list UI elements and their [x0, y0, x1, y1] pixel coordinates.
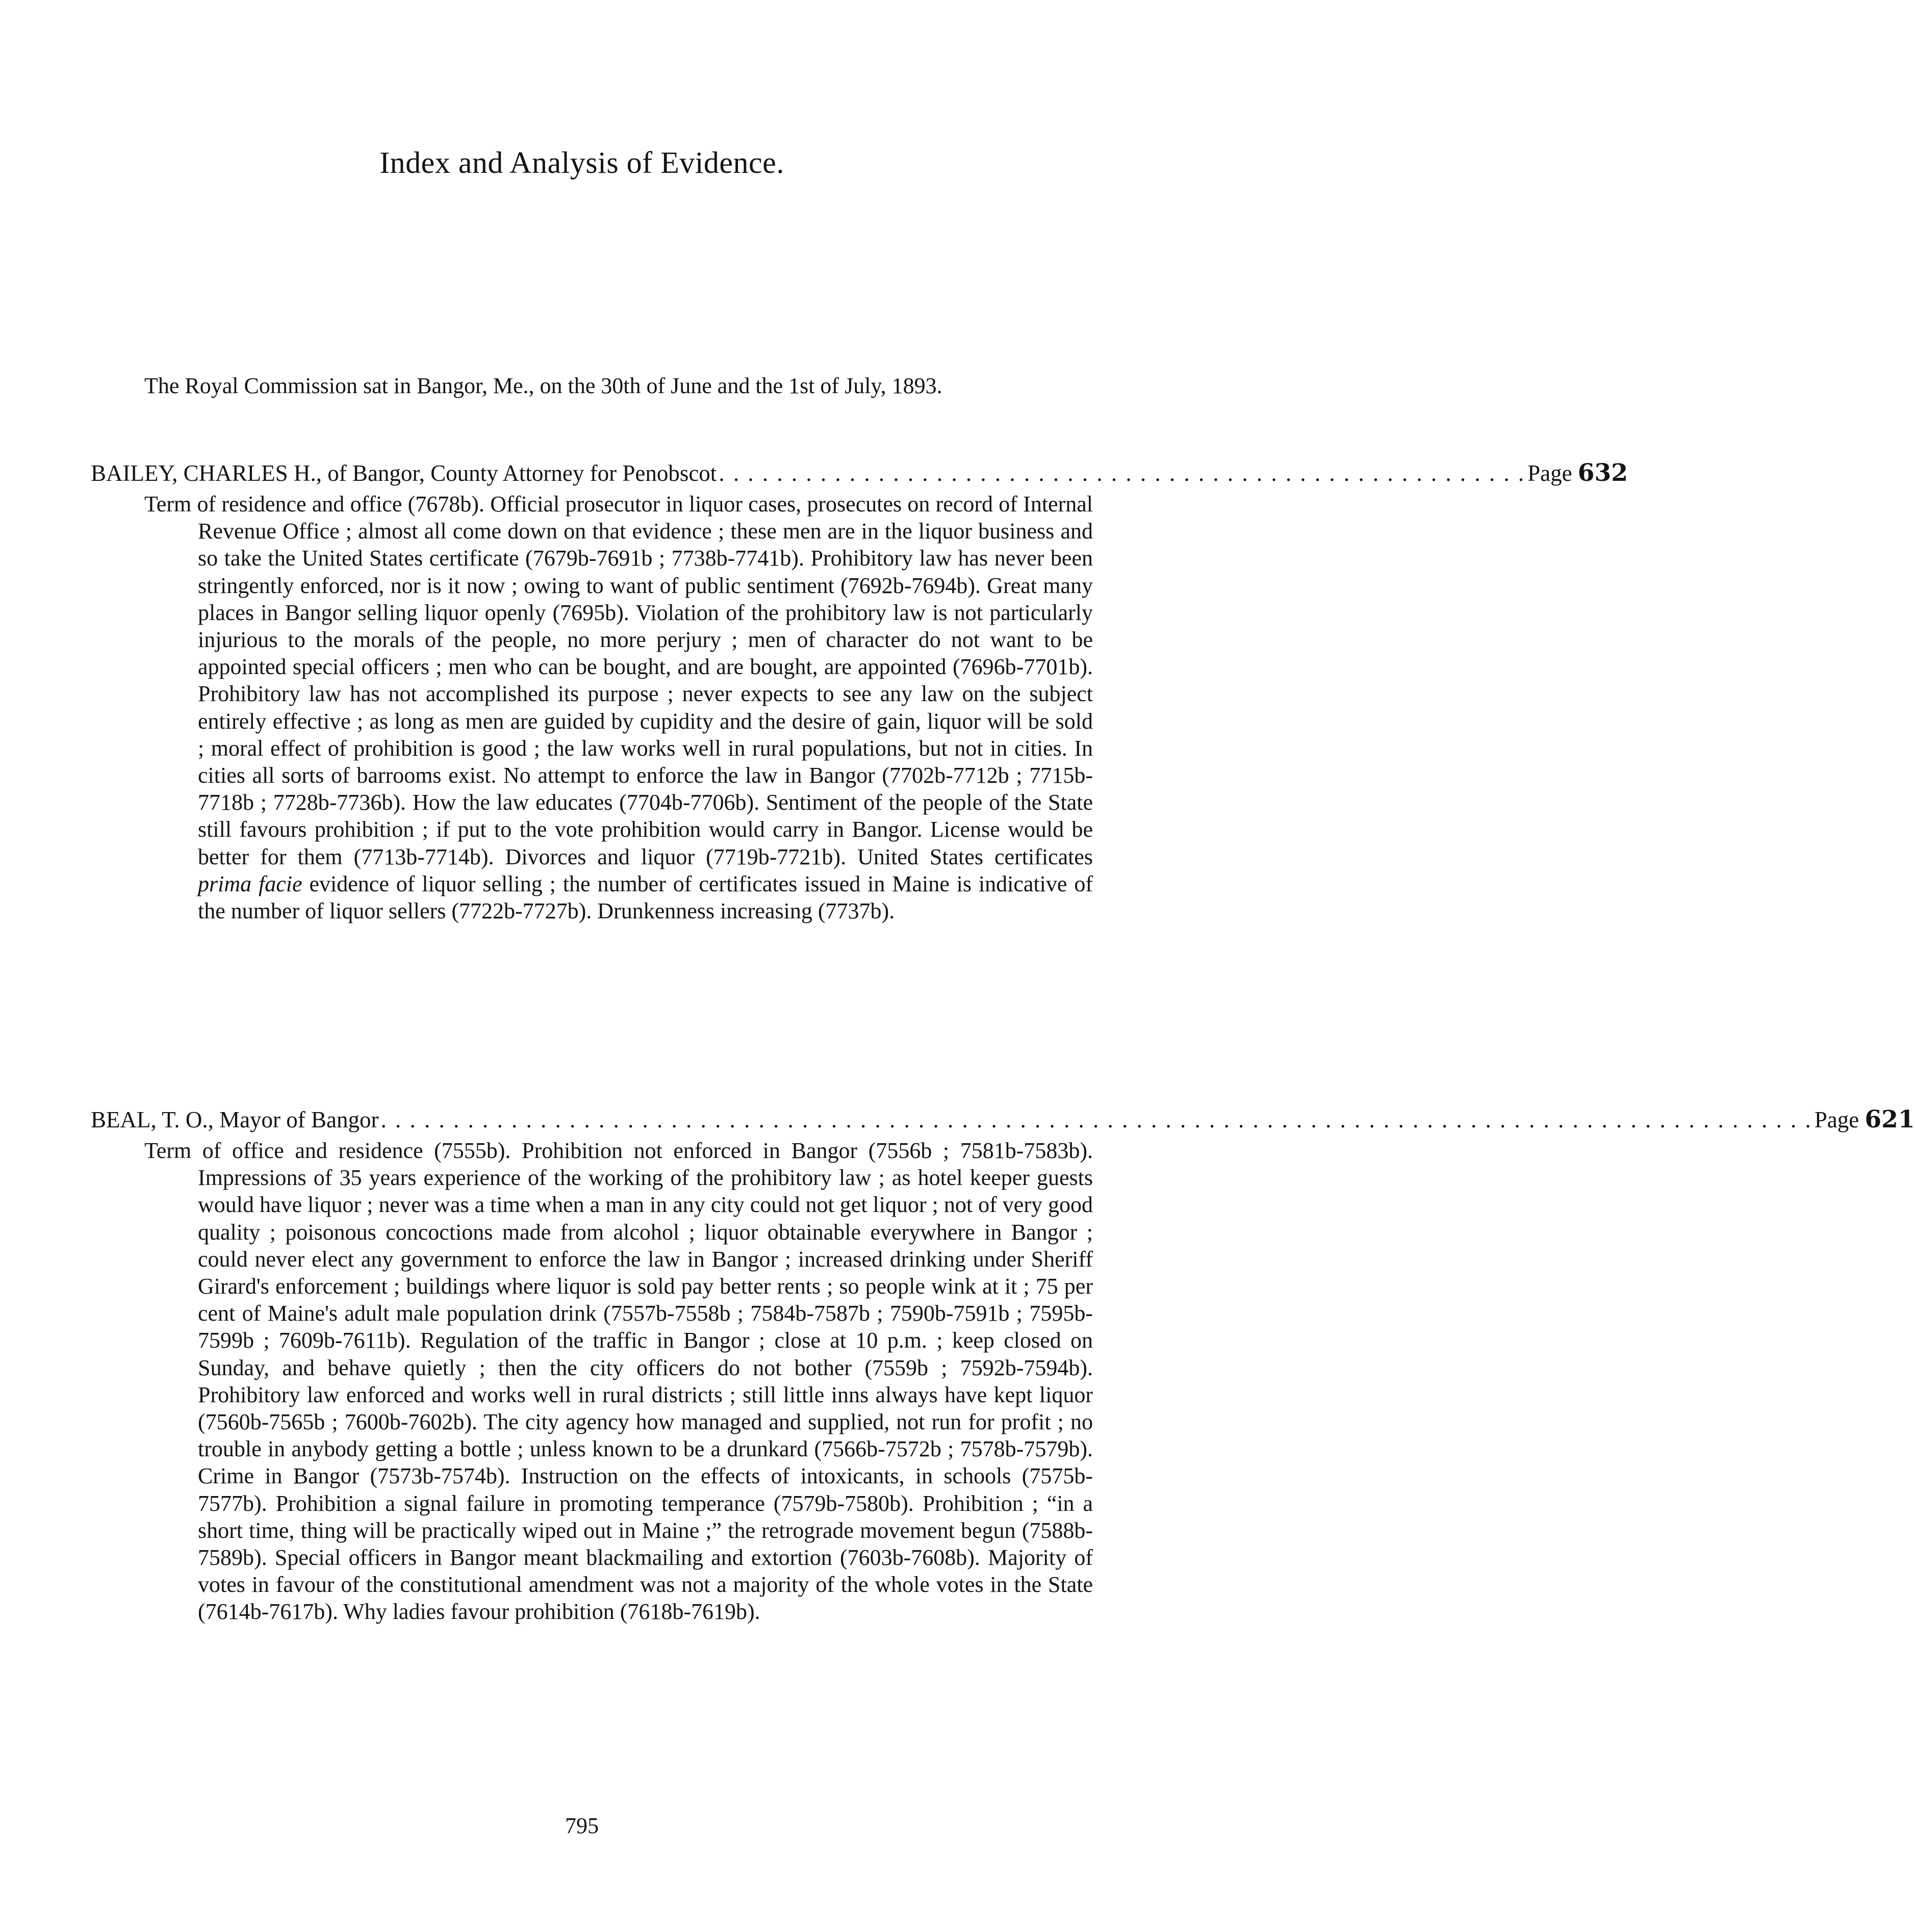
- entry-name: BEAL, T. O., Mayor of Bangor: [91, 1107, 379, 1132]
- entry-body-text: Term of office and residence (7555b). Prohibition not enforced in Bangor (7556b ; 7581b-7583b). Impressions of 35 years experience of the working of the prohibitory law ; as hotel keeper guests would have liquor ; never was a time when a man in any city could not get liquor ; not of very good quality ; poisonous concoctions made from alcohol ; liquor obtainable everywhere in Bangor ; could never elect any government to enforce the law in Bangor ; increased drinking under Sheriff Girard's enforcement ; buildings where liquor is sold pay better rents ; so people wink at it ; 75 per cent of Maine's adult male population drink (7557b-7558b ; 7584b-7587b ; 7590b-7591b ; 7595b-7599b ; 7609b-7611b). Regulation of the traffic in Bangor ; close at 10 p.m. ; keep closed on Sunday, and behave quietly ; then the city officers do not bother (7559b ; 7592b-7594b). Prohibitory law enforced and works well in rural districts ; still little inns always have kept liquor (7560b-7565b ; 7600b-7602b). The city agency how managed and supplied, not run for profit ; no trouble in anybody getting a bottle ; unless known to be a drunkard (7566b-7572b ; 7578b-7579b). Crime in Bangor (7573b-7574b). Instruction on the effects of intoxicants, in schools (7575b-7577b). Prohibition a signal failure in promoting temperance (7579b-7580b). Prohibition ; “in a short time, thing will be practically wiped out in Maine ;” the retrograde movement begun (7588b-7589b). Special officers in Bangor meant blackmailing and extortion (7603b-7608b). Majority of votes in favour of the constitutional amendment was not a majority of the whole votes in the State (7614b-7617b). Why ladies favour prohibition (7618b-7619b).: [144, 1138, 1093, 1625]
- entry-heading: [91, 459, 1628, 487]
- entry-name: BAILEY, CHARLES H., of Bangor, County Attorney for Penobscot: [91, 460, 717, 486]
- entry-heading: [91, 1105, 1915, 1134]
- entry-body-italic: prima facie: [198, 871, 302, 896]
- index-entry-beal: [91, 1105, 1915, 1626]
- page-title: Index and Analysis of Evidence.: [379, 146, 784, 179]
- intro-paragraph: The Royal Commission sat in Bangor, Me., on the 30th of June and the 1st of July, 1893.: [144, 373, 942, 398]
- leader-dots: . . . . . . . . . . . . . . . . . . . . . . . . . . . . . . . . . . . . . . . . . . . . . . . . . . . . . . . . . . . . . . . . . . . . . . . . . . . . . . . . . . . . . . . . . . . . . . . . . . .: [380, 1107, 1812, 1132]
- entry-body: [144, 491, 1093, 924]
- entry-page-reference: [1815, 1105, 1915, 1134]
- entry-body-text: Term of residence and office (7678b). Official prosecutor in liquor cases, prosecutes on record of Internal Revenue Office ; almost all come down on that evidence ; these men are in the liquor business and so take the United States certificate (7679b-7691b ; 7738b-7741b). Prohibitory law has never been stringently enforced, nor is it now ; owing to want of public sentiment (7692b-7694b). Great many places in Bangor selling liquor openly (7695b). Violation of the prohibitory law is not particularly injurious to the morals of the people, no more perjury ; men of character do not want to be appointed special officers ; men who can be bought, and are bought, are appointed (7696b-7701b). Prohibitory law has not accomplished its purpose ; never expects to see any law on the subject entirely effective ; as long as men are guided by cupidity and the desire of gain, liquor will be sold ; moral effect of prohibition is good ; the law works well in rural populations, but not in cities. In cities all sorts of barrooms exist. No attempt to enforce the law in Bangor (7702b-7712b ; 7715b-7718b ; 7728b-7736b). How the law educates (7704b-7706b). Sentiment of the people of the State still favours prohibition ; if put to the vote prohibition would carry in Bangor. License would be better for them (7713b-7714b). Divorces and liquor (7719b-7721b). United States certificates: [144, 492, 1093, 869]
- page-label: Page: [1814, 1107, 1859, 1132]
- leader-dots: . . . . . . . . . . . . . . . . . . . . . . . . . . . . . . . . . . . . . . . . . . . . . . . . . . . . . . . .: [719, 460, 1526, 486]
- page-label: Page: [1527, 460, 1572, 486]
- entry-page-number: 632: [1577, 459, 1628, 487]
- entry-body-text-end: evidence of liquor selling ; the number of certificates issued in Maine is indicative of the number of liquor sellers (7722b-7727b). Drunkenness increasing (7737b).: [198, 871, 1093, 924]
- entry-page-number: 621: [1865, 1105, 1915, 1134]
- entry-page-reference: [1527, 459, 1628, 487]
- page-number: 795: [565, 1813, 599, 1838]
- index-entry-bailey: [91, 459, 1628, 924]
- entry-body: [144, 1137, 1093, 1626]
